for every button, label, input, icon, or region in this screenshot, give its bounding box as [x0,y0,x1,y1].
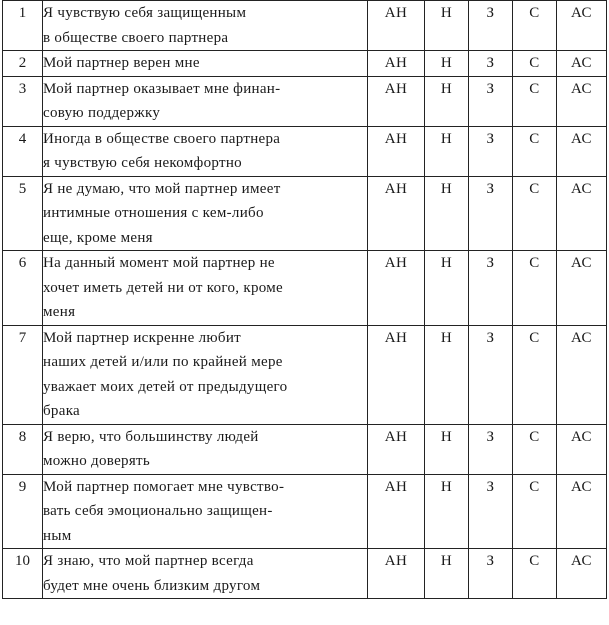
answer-option-n[interactable]: Н [425,76,469,126]
answer-option-an[interactable]: АН [368,251,425,326]
answer-option-s[interactable]: С [513,76,557,126]
statement-line: можно доверять [43,453,151,469]
statement-line: Я верю, что большинству людей [43,428,259,445]
answer-option-n[interactable]: Н [425,51,469,77]
answer-option-s[interactable]: С [513,325,557,424]
statement-line: Мой партнер верен мне [43,55,200,71]
table-row [3,325,607,424]
answer-option-z[interactable]: З [469,325,513,424]
answer-option-n[interactable]: Н [425,1,469,51]
row-number: 6 [3,251,43,326]
answer-option-s[interactable]: С [513,1,557,51]
statement-text [43,126,368,176]
table-row [3,251,607,326]
statement-line: Я знаю, что мой партнер всегда [43,553,254,569]
row-number: 4 [3,126,43,176]
statement-line: я чувствую себя некомфортно [43,155,242,171]
row-number: 1 [3,1,43,51]
answer-option-n[interactable]: Н [425,251,469,326]
answer-option-ac[interactable]: АС [557,325,607,424]
statement-line: хочет иметь детей ни от кого, кроме [43,279,284,296]
answer-option-z[interactable]: З [469,51,513,77]
answer-option-z[interactable]: З [469,549,513,599]
table-row [3,126,607,176]
statement-text [43,549,368,599]
statement-line: ным [43,527,72,544]
statement-text [43,251,368,326]
answer-option-s[interactable]: С [513,51,557,77]
answer-option-an[interactable]: АН [368,325,425,424]
table-row [3,1,607,51]
statement-line: На данный момент мой партнер не [43,255,275,271]
statement-line: Я чувствую себя защищенным [43,5,247,21]
answer-option-an[interactable]: АН [368,126,425,176]
table-row [3,424,607,474]
answer-option-z[interactable]: З [469,1,513,51]
statement-text [43,176,368,251]
statement-line: Мой партнер оказывает мне финан- [43,80,281,97]
answer-option-an[interactable]: АН [368,474,425,549]
answer-option-ac[interactable]: АС [557,474,607,549]
row-number: 5 [3,176,43,251]
answer-option-ac[interactable]: АС [557,126,607,176]
answer-option-n[interactable]: Н [425,126,469,176]
answer-option-ac[interactable]: АС [557,1,607,51]
answer-option-n[interactable]: Н [425,424,469,474]
answer-option-ac[interactable]: АС [557,549,607,599]
statement-text [43,76,368,126]
answer-option-s[interactable]: С [513,251,557,326]
statement-line: в обществе своего партнера [43,29,229,46]
table-row [3,176,607,251]
answer-option-s[interactable]: С [513,424,557,474]
answer-option-z[interactable]: З [469,251,513,326]
answer-option-s[interactable]: С [513,176,557,251]
row-number: 10 [3,549,43,599]
answer-option-an[interactable]: АН [368,424,425,474]
statement-line: еще, кроме меня [43,229,153,246]
answer-option-n[interactable]: Н [425,176,469,251]
questionnaire-table [2,0,607,599]
statement-text [43,51,368,77]
answer-option-n[interactable]: Н [425,549,469,599]
table-row [3,474,607,549]
statement-line: совую поддержку [43,105,161,121]
table-row [3,51,607,77]
answer-option-ac[interactable]: АС [557,251,607,326]
statement-line: будет мне очень близким другом [43,577,261,594]
answer-option-z[interactable]: З [469,126,513,176]
answer-option-an[interactable]: АН [368,1,425,51]
statement-line: Я не думаю, что мой партнер имеет [43,180,281,197]
answer-option-s[interactable]: С [513,474,557,549]
statement-text [43,1,368,51]
row-number: 9 [3,474,43,549]
row-number: 7 [3,325,43,424]
answer-option-ac[interactable]: АС [557,424,607,474]
answer-option-z[interactable]: З [469,76,513,126]
answer-option-z[interactable]: З [469,424,513,474]
answer-option-an[interactable]: АН [368,51,425,77]
row-number: 3 [3,76,43,126]
statement-line: интимные отношения с кем-либо [43,205,264,221]
answer-option-s[interactable]: С [513,126,557,176]
statement-line: Иногда в обществе своего партнера [43,130,281,147]
statement-text [43,474,368,549]
table-row [3,549,607,599]
answer-option-ac[interactable]: АС [557,76,607,126]
answer-option-n[interactable]: Н [425,325,469,424]
statement-line: Мой партнер помогает мне чувство- [43,478,285,495]
row-number: 8 [3,424,43,474]
statement-text [43,325,368,424]
answer-option-z[interactable]: З [469,176,513,251]
statement-line: уважает моих детей от предыдущего [43,378,288,395]
answer-option-an[interactable]: АН [368,76,425,126]
answer-option-an[interactable]: АН [368,549,425,599]
answer-option-s[interactable]: С [513,549,557,599]
answer-option-z[interactable]: З [469,474,513,549]
statement-line: вать себя эмоционально защищен- [43,503,273,519]
answer-option-an[interactable]: АН [368,176,425,251]
answer-option-n[interactable]: Н [425,474,469,549]
statement-line: Мой партнер искренне любит [43,329,242,346]
questionnaire-body [3,1,607,599]
answer-option-ac[interactable]: АС [557,176,607,251]
statement-line: меня [43,304,76,320]
statement-line: брака [43,403,81,419]
statement-text [43,424,368,474]
answer-option-ac[interactable]: АС [557,51,607,77]
row-number: 2 [3,51,43,77]
statement-line: наших детей и/или по крайней мере [43,354,283,370]
table-row [3,76,607,126]
